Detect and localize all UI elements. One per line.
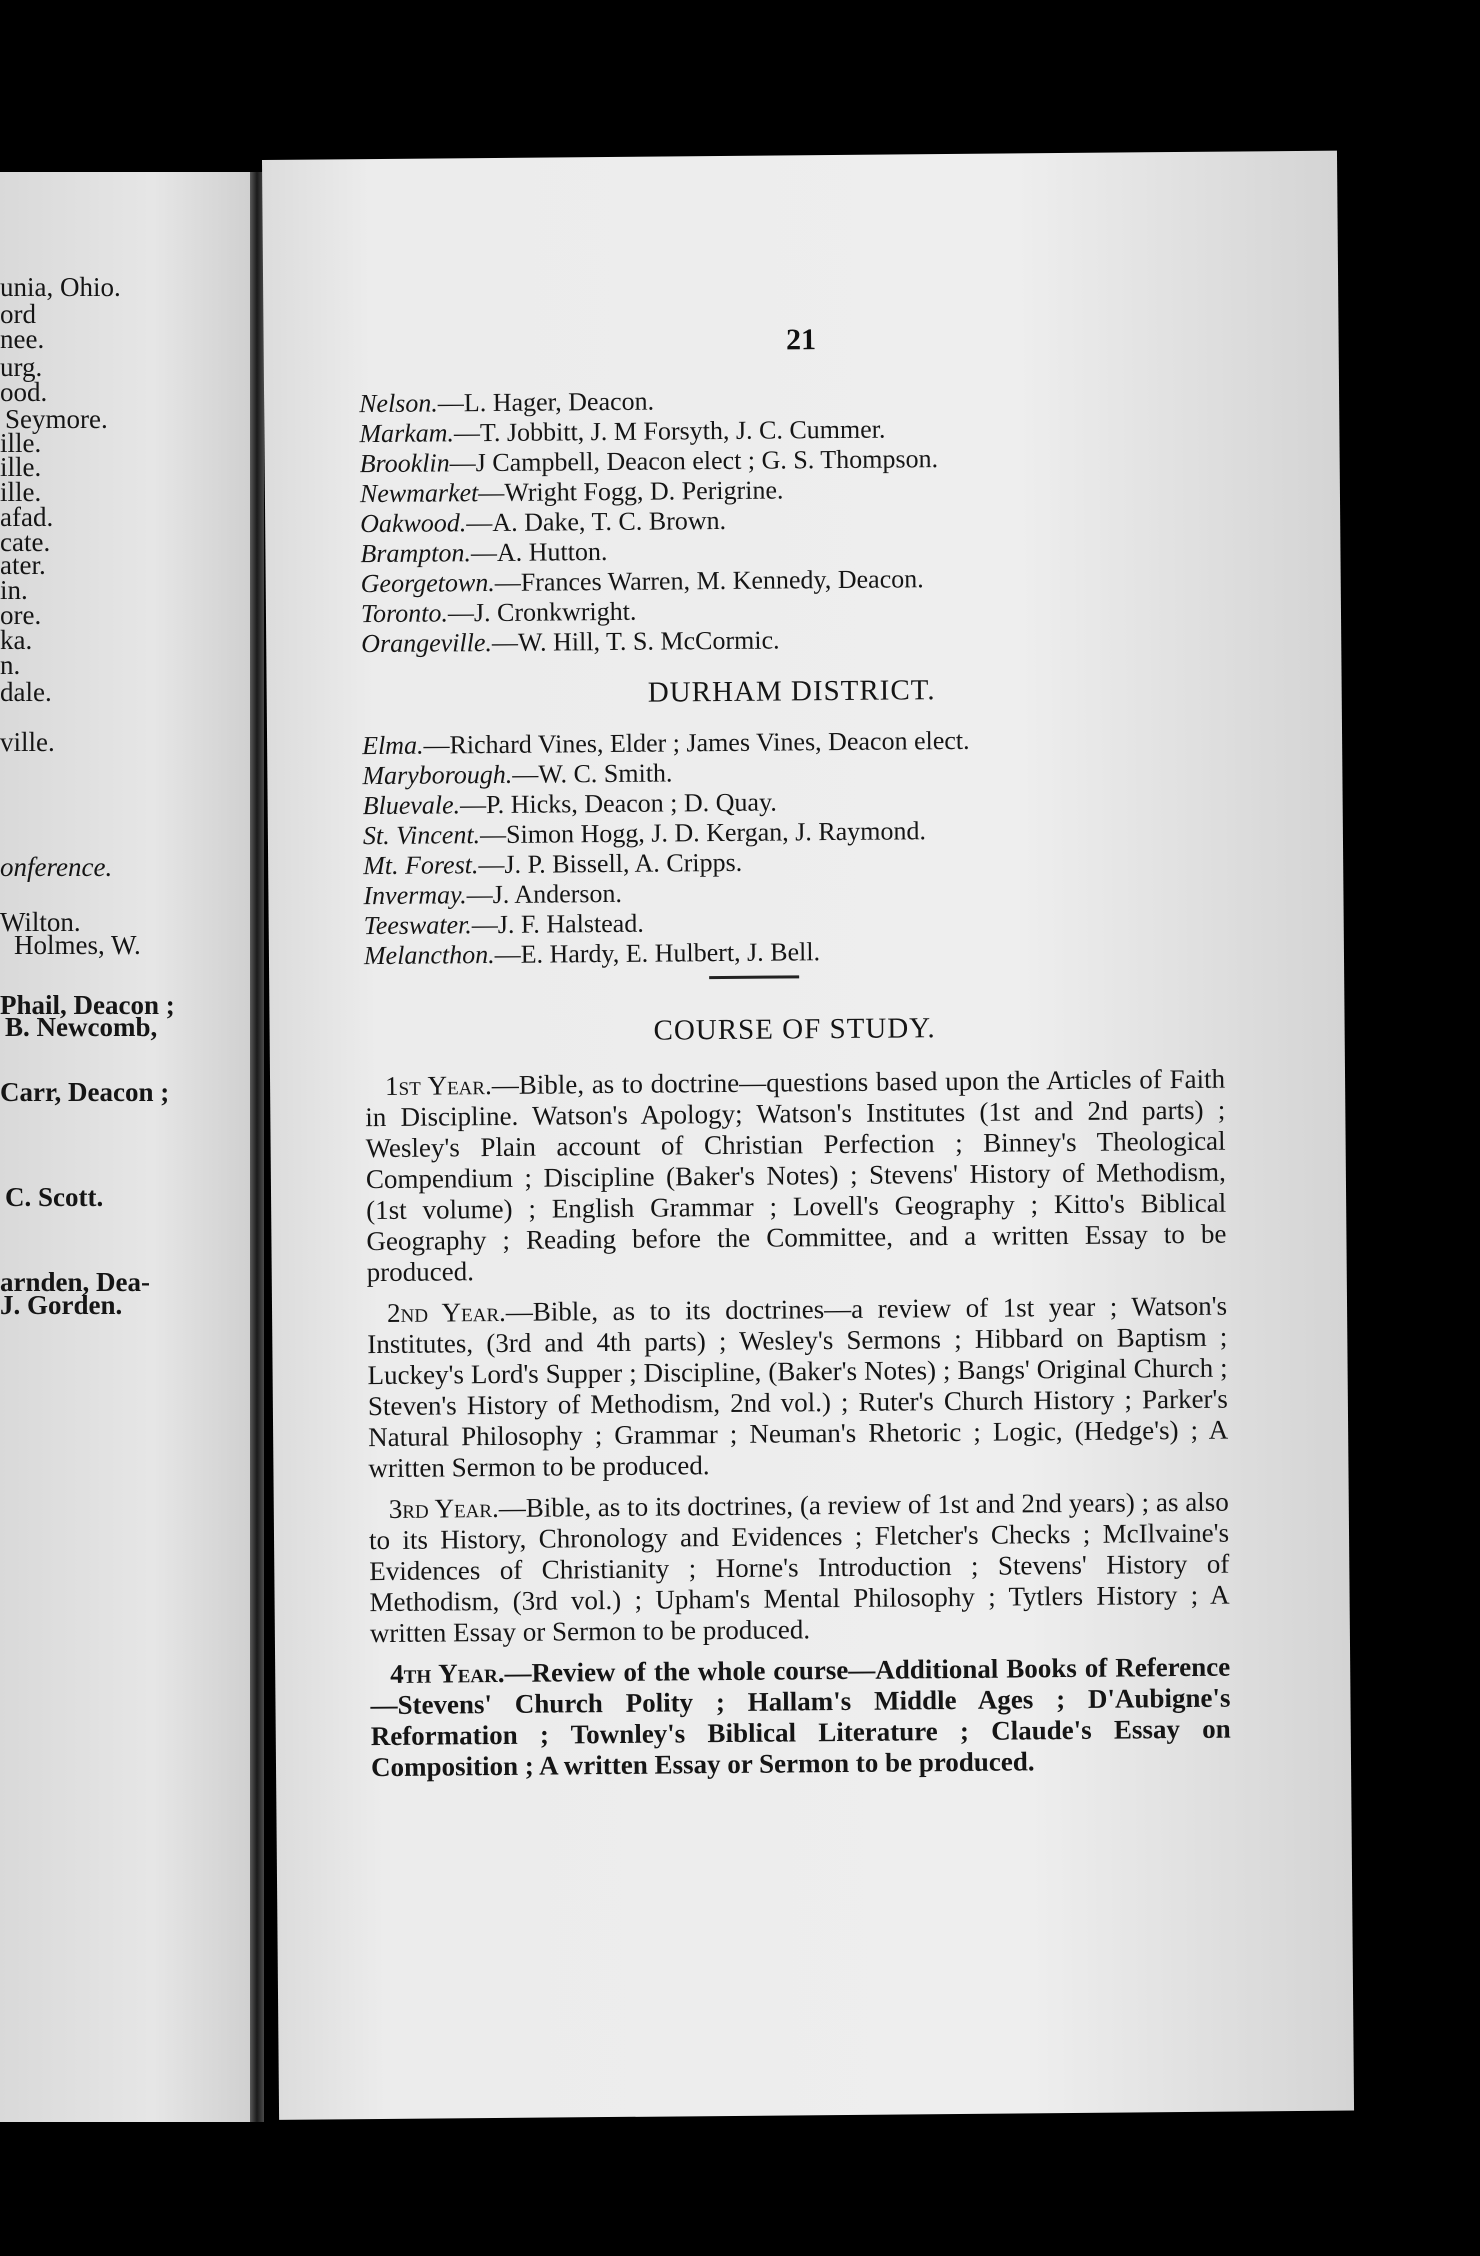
circuit-name: Markam. — [359, 418, 455, 449]
course-year-text: —Bible, as to its doctrines—a review of 1st year ; Watson's Institutes, (3rd and 4th parts) ; Wesley's Sermons ; Hibbard on Baptism ; Luckey's Lord's Supper ; Discipline, (Baker's Notes) ; Bangs' Original Church ; Steven's History of Methodism, 2nd vol.) ; Ruter's Church History ; Parker's Natural Philosophy ; Grammar ; Neuman's Rhetoric ; Logic, (Hedge's) ; A written Sermon to be produced. — [367, 1290, 1229, 1484]
appointment-line — [361, 622, 1221, 660]
preacher-names: —P. Hicks, Deacon ; D. Quay. — [459, 787, 777, 820]
left-page-fragment: ater. — [0, 550, 46, 580]
left-page-fragment: arnden, Dea- — [0, 1267, 150, 1297]
left-page-fragment: in. — [0, 575, 28, 605]
left-page-fragment: ille. — [0, 477, 42, 507]
course-year-paragraph — [370, 1652, 1231, 1784]
preacher-names: —E. Hardy, E. Hulbert, J. Bell. — [494, 937, 821, 969]
left-page-fragment: ville. — [0, 727, 55, 757]
preacher-names: —J Campbell, Deacon elect ; G. S. Thompson. — [449, 444, 939, 478]
left-page-fragment: ord — [0, 299, 36, 329]
course-year-label: 4th Year. — [390, 1657, 505, 1689]
section-divider — [709, 975, 799, 979]
circuit-name: Toronto. — [360, 598, 449, 629]
preacher-names: —T. Jobbitt, J. M Forsyth, J. C. Cummer. — [453, 414, 886, 448]
preacher-names: —Frances Warren, M. Kennedy, Deacon. — [494, 564, 924, 597]
circuit-name: Invermay. — [363, 880, 467, 911]
appointments-list-top — [359, 382, 1221, 659]
left-page-fragment: Wilton. — [0, 907, 81, 937]
left-page-fragment: afad. — [0, 502, 54, 532]
left-page-fragment: Phail, Deacon ; — [0, 990, 175, 1020]
page-number: 21 — [785, 323, 817, 357]
left-page-fragment: Seymore. — [5, 404, 108, 434]
circuit-name: Brampton. — [360, 538, 472, 569]
preacher-names: —A. Dake, T. C. Brown. — [466, 505, 727, 538]
preacher-names: —L. Hager, Deacon. — [437, 386, 655, 418]
preacher-names: —J. Cronkwright. — [447, 596, 637, 628]
circuit-name: Nelson. — [359, 388, 438, 419]
right-page — [262, 151, 1354, 2120]
left-page-fragment: ille. — [0, 452, 42, 482]
left-page-fragment: urg. — [0, 352, 43, 382]
course-year-label: 1st Year. — [384, 1070, 492, 1101]
left-page-fragment: ore. — [0, 600, 42, 630]
preacher-names: —Wright Fogg, D. Perigrine. — [478, 475, 784, 508]
circuit-name: Oakwood. — [360, 508, 467, 539]
preacher-names: —J. P. Bissell, A. Cripps. — [478, 847, 743, 880]
circuit-name: Orangeville. — [361, 628, 493, 659]
course-year-paragraph — [369, 1487, 1230, 1649]
course-of-study — [365, 1064, 1231, 1783]
preacher-names: —W. Hill, T. S. McCormic. — [491, 625, 780, 658]
left-page-fragment: unia, Ohio. — [0, 272, 121, 302]
appointment-line — [364, 934, 1224, 972]
left-page-fragment: nee. — [0, 324, 45, 354]
circuit-name: Newmarket — [359, 478, 479, 509]
course-year-paragraph — [367, 1291, 1229, 1484]
preacher-names: —Richard Vines, Elder ; James Vines, Deacon elect. — [423, 725, 970, 760]
left-page-fragment: B. Newcomb, — [5, 1012, 158, 1042]
preacher-names: —Simon Hogg, J. D. Kergan, J. Raymond. — [479, 816, 927, 850]
preacher-names: —J. F. Halstead. — [471, 908, 644, 940]
circuit-name: Melancthon. — [363, 940, 495, 971]
circuit-name: Elma. — [361, 730, 424, 761]
district-heading: DURHAM DISTRICT. — [647, 674, 936, 709]
left-page — [0, 172, 255, 2122]
preacher-names: —J. Anderson. — [466, 878, 623, 910]
left-page-fragment: J. Gorden. — [0, 1290, 123, 1320]
left-page-fragment: n. — [0, 650, 21, 680]
circuit-name: Georgetown. — [360, 567, 495, 599]
circuit-name: Brooklin — [359, 448, 450, 479]
preacher-names: —W. C. Smith. — [512, 758, 673, 789]
left-page-fragment: Carr, Deacon ; — [0, 1077, 170, 1107]
course-year-text: —Review of the whole course—Additional Books of Reference—Stevens' Church Polity ; Hallam's Middle Ages ; D'Aubigne's Reformation ; Townley's Biblical Literature ; Claude's Essay on Composition ; A written Essay or Sermon to be produced. — [370, 1651, 1231, 1783]
left-page-fragment: onference. — [0, 852, 113, 882]
scan-border — [0, 2122, 1480, 2256]
circuit-name: Bluevale. — [362, 790, 461, 821]
book-gutter — [250, 172, 264, 2122]
left-page-fragment: dale. — [0, 677, 52, 707]
circuit-name: Mt. Forest. — [363, 850, 479, 881]
course-year-label: 3rd Year. — [388, 1492, 499, 1524]
circuit-name: St. Vincent. — [362, 820, 481, 851]
course-year-text: —Bible, as to its doctrines, (a review of 1st and 2nd years) ; as also to its History, Chronology and Evidences ; Fletcher's Checks ; McIlvaine's Evidences of Christianity ; Horne's Introduction ; Stevens' History of Methodism, (3rd vol.) ; Upham's Mental Philosophy ; Tytlers History ; A written Essay or Sermon to be produced. — [368, 1486, 1230, 1649]
left-page-fragment: cate. — [0, 527, 51, 557]
course-year-text: —Bible, as to doctrine—questions based upon the Articles of Faith in Discipline. Watson's Apology; Watson's Institutes (1st and 2nd parts) ; Wesley's Plain account of Christian Perfection ; Binney's Theological Compendium ; Discipline (Baker's Notes) ; Stevens' History of Methodism, (1st volume) ; English Grammar ; Lovell's Geography ; Kitto's Biblical Geography ; Reading before the Committee, and a written Essay to be produced. — [365, 1063, 1227, 1288]
left-page-fragment: ood. — [0, 377, 48, 407]
left-page-fragment: C. Scott. — [5, 1182, 104, 1212]
circuit-name: Maryborough. — [362, 759, 513, 791]
left-page-fragment: ille. — [0, 428, 42, 458]
left-page-fragment: ka. — [0, 625, 33, 655]
circuit-name: Teeswater. — [363, 910, 472, 941]
appointments-list-durham — [362, 724, 1224, 971]
course-year-label: 2nd Year. — [386, 1296, 506, 1328]
course-heading: COURSE OF STUDY. — [653, 1012, 936, 1047]
left-page-fragment: Holmes, W. — [14, 930, 141, 960]
course-year-paragraph — [365, 1064, 1227, 1288]
preacher-names: —A. Hutton. — [470, 537, 608, 568]
